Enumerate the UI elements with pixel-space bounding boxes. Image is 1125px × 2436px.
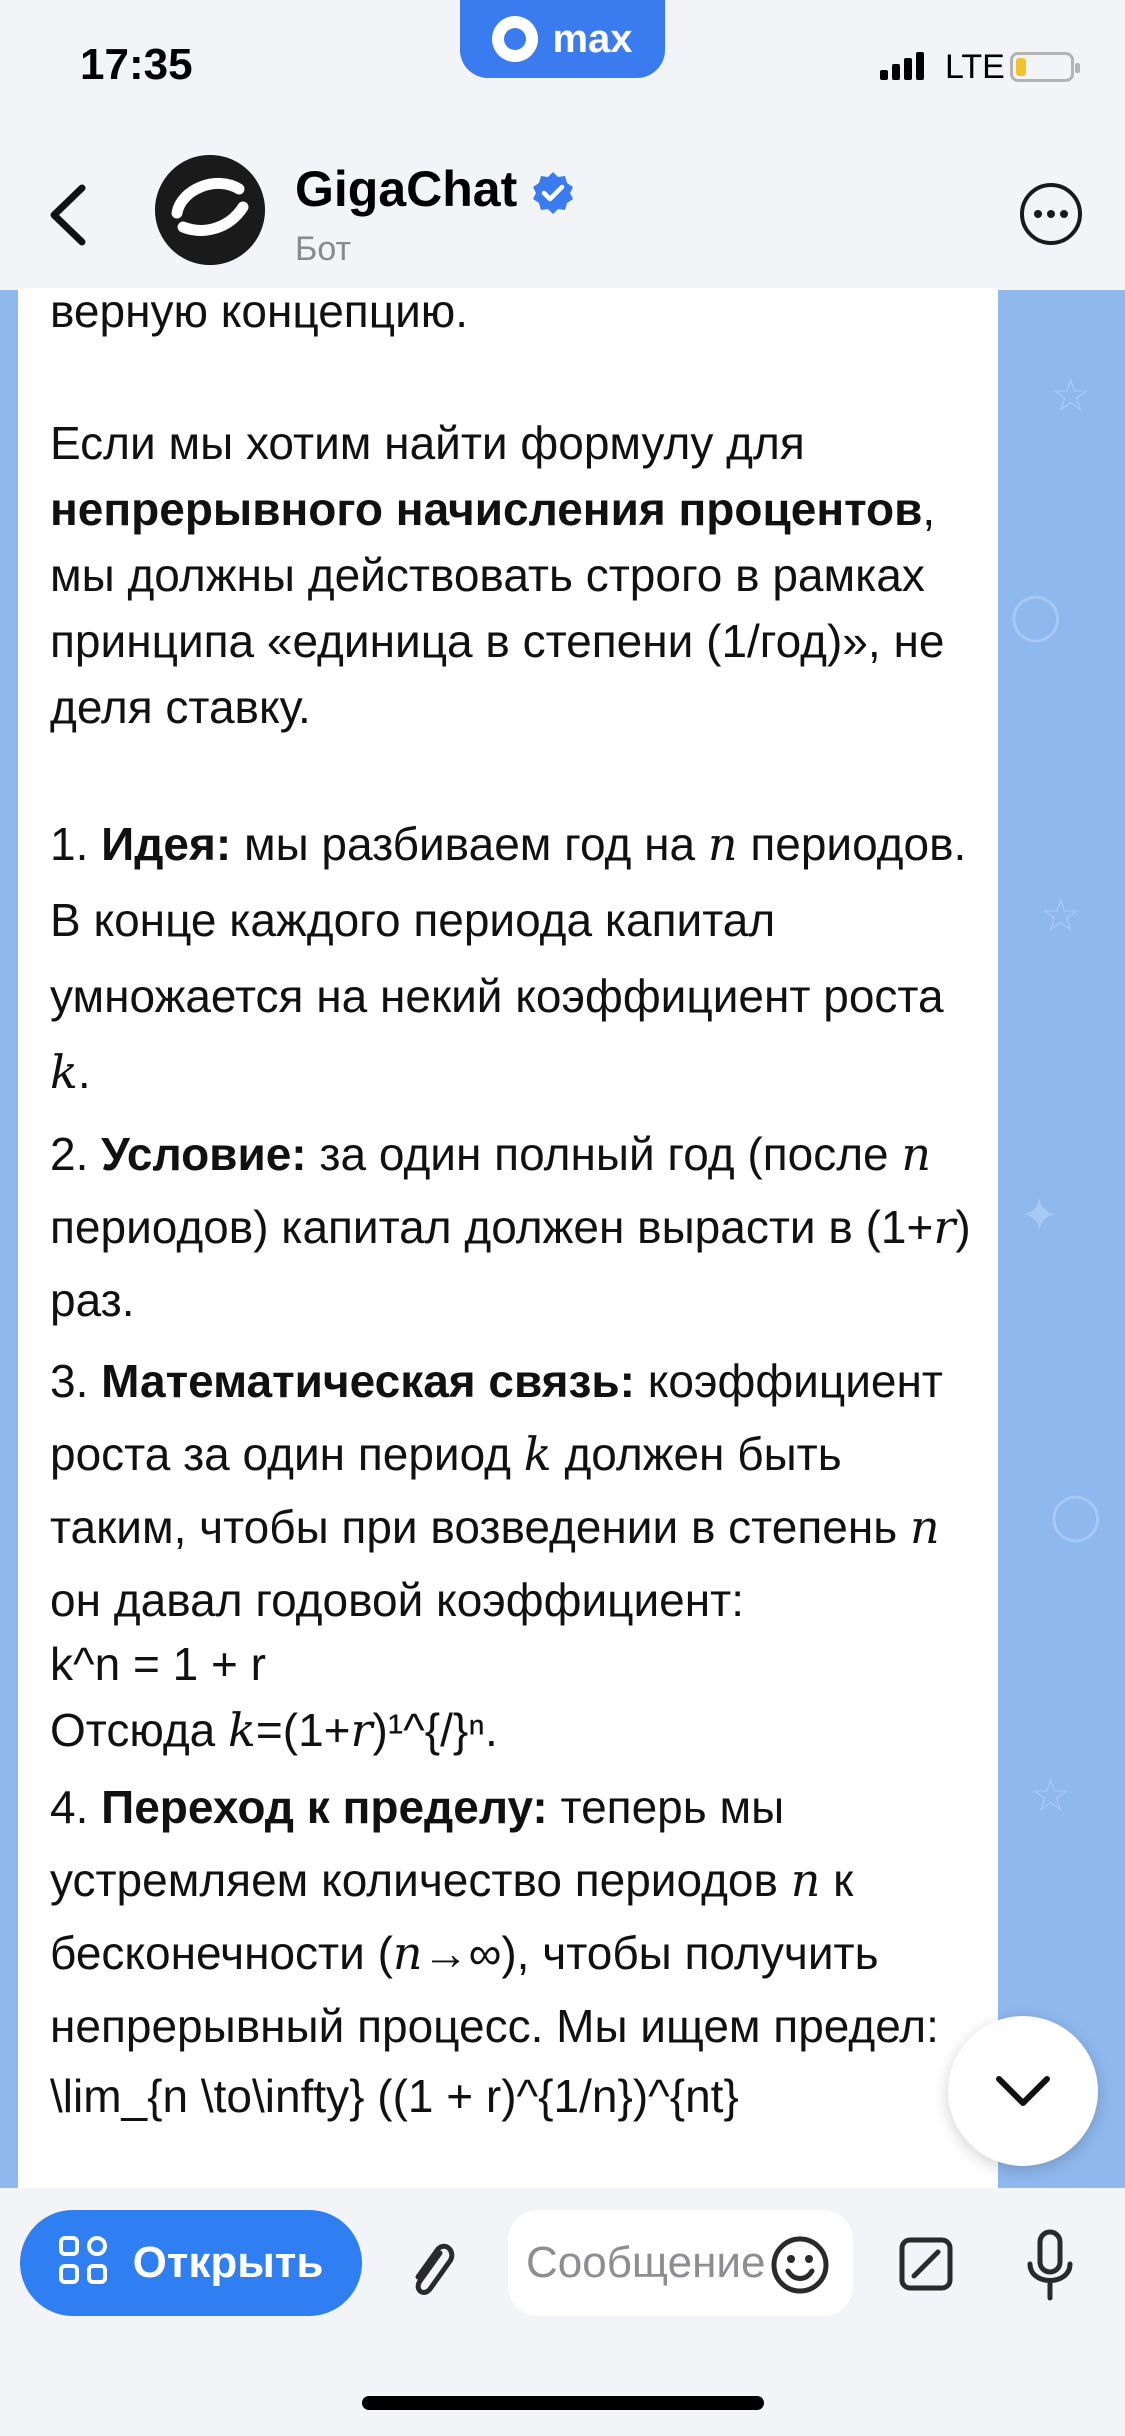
formula-line: k^n = 1 + r [50, 1638, 266, 1690]
list-item [50, 1118, 980, 1337]
verified-badge-icon [530, 170, 576, 216]
math-var: n [790, 1853, 821, 1907]
math-var: r [933, 1200, 956, 1254]
list-number: 1. [50, 818, 89, 870]
sticker-icon[interactable] [898, 2236, 954, 2292]
chat-header [0, 140, 1125, 290]
text-span: теперь мы устремляем количество периодов [50, 1781, 791, 1906]
text-span: периодов. В конце каждого периода капитал умножается на некий коэффициент роста [50, 818, 967, 1022]
text-span: к бесконечности ( [50, 1854, 854, 1979]
math-var: k [228, 1703, 256, 1757]
network-type: LTE [945, 48, 1005, 86]
planet-decoration-icon: ◯ [1050, 1489, 1102, 1541]
status-time: 17:35 [80, 40, 193, 89]
text-span: Отсюда [50, 1704, 229, 1756]
text-span: должен быть таким, чтобы при возведении в степень [50, 1428, 910, 1553]
message-text [50, 288, 980, 2129]
list-item [50, 1345, 980, 1637]
list-item-title: Идея: [101, 818, 232, 870]
scroll-to-bottom-button[interactable] [948, 2016, 1098, 2166]
chat-title[interactable]: GigaChat [295, 161, 518, 217]
max-badge-label: max [552, 16, 633, 61]
chat-subtitle: Бот [295, 230, 352, 268]
gigachat-logo-icon [155, 155, 265, 265]
math-var: n [901, 1127, 932, 1181]
message-input[interactable]: Сообщение [508, 2210, 853, 2316]
more-options-icon[interactable] [1020, 183, 1082, 245]
open-button[interactable] [20, 2210, 362, 2316]
text-span: периодов) капитал должен вырасти в (1+ [50, 1201, 934, 1253]
max-logo-icon [492, 16, 538, 62]
text-span: за один полный год (после [306, 1128, 902, 1180]
avatar[interactable] [155, 155, 265, 265]
list-number: 4. [50, 1781, 89, 1833]
star-decoration-icon: ☆ [1050, 369, 1092, 421]
signal-icon [880, 52, 924, 80]
message-input-bar [0, 2188, 1125, 2436]
text-span: )¹^{/}ⁿ. [372, 1704, 498, 1756]
formula-line: \lim_{n \to\infty} ((1 + r)^{1/n})^{nt} [50, 2070, 739, 2122]
math-var: n [392, 1926, 423, 1980]
formula-line [50, 1697, 980, 1763]
math-var: r [350, 1703, 373, 1757]
text-span: , мы должны действовать строго в рамках принципа «единица в степени (1/год)», не деля ставку. [50, 483, 945, 733]
microphone-icon[interactable] [1020, 2226, 1080, 2306]
math-var: k [50, 1045, 78, 1099]
home-indicator [362, 2396, 764, 2410]
text-span: ) раз. [50, 1201, 971, 1326]
text-span: →∞), чтобы получить непрерывный процесс. Мы ищем предел: [50, 1927, 939, 2052]
star-decoration-icon: ☆ [1030, 1769, 1072, 1821]
message-bubble [18, 288, 998, 2188]
list-item [50, 1771, 980, 2063]
list-item-title: Условие: [101, 1128, 307, 1180]
planet-decoration-icon: ◯ [1010, 589, 1062, 641]
text-span: мы разбиваем год на [231, 818, 708, 870]
text-span: . [77, 1046, 91, 1098]
list-number: 3. [50, 1355, 89, 1407]
message-paragraph [50, 410, 980, 740]
message-line: верную концепцию. [50, 288, 469, 337]
bold-text: непрерывного начисления процентов [50, 483, 923, 535]
text-span: Если мы хотим найти формулу для [50, 417, 805, 469]
list-item [50, 806, 980, 1110]
emoji-icon[interactable] [770, 2235, 830, 2295]
math-var: n [707, 817, 738, 871]
list-item-title: Переход к пределу: [101, 1781, 548, 1833]
math-var: k [523, 1427, 552, 1481]
list-item-title: Математическая связь: [101, 1355, 635, 1407]
chevron-down-icon [993, 2071, 1053, 2111]
star-decoration-icon: ☆ [1040, 889, 1082, 941]
text-span: коэффициент роста за один период [50, 1355, 943, 1480]
max-app-badge[interactable] [460, 0, 665, 78]
apps-grid-icon [59, 2236, 113, 2290]
list-number: 2. [50, 1128, 89, 1180]
text-span: =(1+ [255, 1704, 351, 1756]
status-bar [0, 0, 1125, 140]
math-var: n [909, 1500, 940, 1554]
paperclip-icon[interactable] [400, 2233, 460, 2303]
star-decoration-icon: ✦ [1020, 1189, 1059, 1241]
open-button-label: Открыть [132, 2238, 324, 2287]
battery-icon [1010, 52, 1074, 82]
back-arrow-icon[interactable] [40, 180, 100, 250]
text-span: он давал годовой коэффициент: [50, 1574, 745, 1626]
